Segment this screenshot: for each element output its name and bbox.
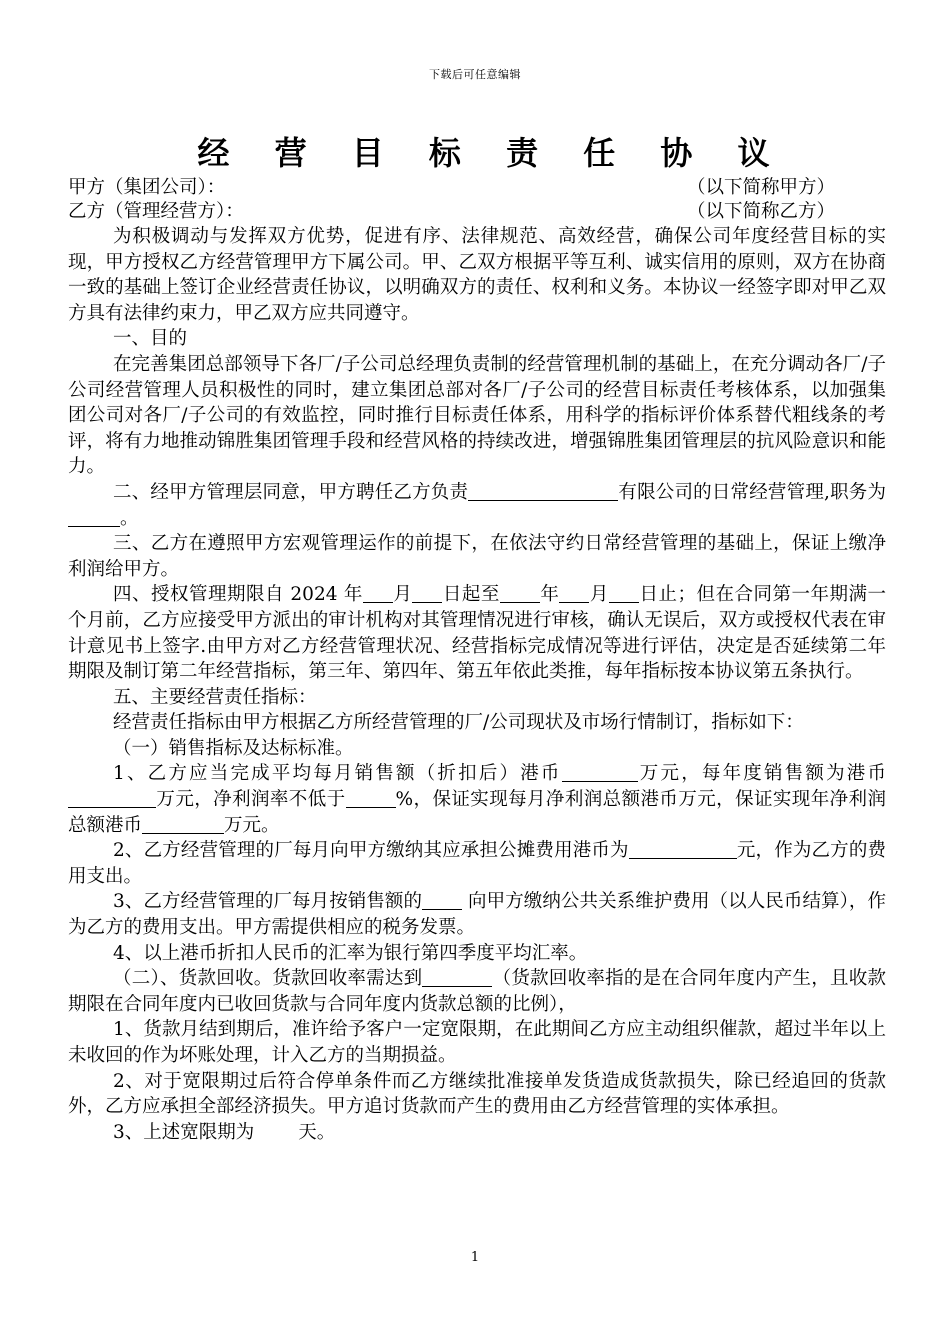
text: （二）、货款回收。货款回收率需达到: [113, 968, 423, 990]
text: 2、乙方经营管理的厂每月向甲方缴纳其应承担公摊费用港币为: [113, 840, 629, 862]
collection-item-3: [68, 1120, 886, 1146]
text: 日起至: [442, 584, 500, 606]
collection-item-1: 1、货款月结到期后，准许给予客户一定宽限期，在此期间乙方应主动组织催款，超过半年以上未收回的作为坏账处理，计入乙方的当期损益。: [68, 1019, 886, 1066]
section-heading-purpose: 一、目的: [113, 328, 188, 350]
party-b-line: [68, 200, 858, 224]
annual-profit-blank[interactable]: [142, 814, 224, 834]
text: %，保证实现每月净利润总额港币: [395, 789, 679, 811]
collection-heading: [68, 966, 886, 1017]
preamble-paragraph: 为积极调动与发挥双方优势，促进有序、法律规范、高效经营，确保公司年度经营目标的实现，甲方授权乙方经营管理甲方下属公司。甲、乙双方根据平等互利、诚实信用的原则，双方在协商一致的基础上签订企业经营责任协议，以明确双方的责任、权利和义务。本协议一经签字即对甲乙双方具有法律约束力，甲乙双方应共同遵守。: [68, 226, 886, 324]
term-paragraph: [68, 582, 886, 684]
text: 向甲方缴纳公共关系维护费用（以人民币结算），作为乙方的费用支出。甲方需提供相应的税务发票。: [68, 891, 886, 939]
shared-fee-blank[interactable]: [629, 840, 737, 860]
text: 3、乙方经营管理的厂每月按销售额的: [113, 891, 423, 913]
party-a-alias: （以下简称甲方）: [687, 177, 836, 198]
party-b-label: 乙方（管理经营方）：: [68, 201, 244, 222]
party-a-label: 甲方（集团公司）：: [68, 177, 226, 198]
text: 万元，保证实现年净利润总额港币: [68, 789, 886, 836]
party-b-alias: （以下简称乙方）: [687, 201, 836, 222]
pr-fee-rate-blank[interactable]: [422, 891, 462, 911]
text: 万元，净利润率不低于: [156, 789, 346, 811]
section-heading-indicators: 五、主要经营责任指标：: [113, 686, 317, 708]
indicators-intro: 经营责任指标由甲方根据乙方所经营管理的厂/公司现状及市场行情制订，指标如下：: [113, 712, 804, 734]
collection-item-2: 2、对于宽限期过后符合停单条件而乙方继续批准接单发货造成货款损失，除已经追回的货款外，乙方应承担全部经济损失。甲方追讨货款而产生的费用由乙方经营管理的实体承担。: [68, 1070, 886, 1118]
sales-item-3: [68, 889, 886, 940]
text: 元，作为乙方的费用支出。: [68, 840, 886, 887]
text: 有限公司的日常经营管理,职务为: [618, 481, 886, 503]
agreement-body: [68, 224, 886, 1145]
sales-item-4: 4、以上港币折扣人民币的汇率为银行第四季度平均汇率。: [113, 942, 588, 964]
party-a-line: [68, 176, 858, 200]
text: 二、经甲方管理层同意，甲方聘任乙方负责: [113, 481, 469, 503]
company-name-blank[interactable]: [468, 481, 618, 501]
text: 天。: [298, 1121, 336, 1143]
position-blank[interactable]: [68, 507, 120, 527]
end-year-blank[interactable]: [500, 584, 540, 604]
profit-rate-blank[interactable]: [346, 789, 396, 809]
text: 月: [392, 584, 413, 606]
text: 四、授权管理期限自 2024 年: [113, 584, 363, 606]
appointment-paragraph: [68, 480, 886, 531]
annual-sales-blank[interactable]: [68, 789, 156, 809]
page-number: 1: [470, 1250, 480, 1265]
start-month-blank[interactable]: [363, 584, 393, 604]
text: 1、乙方应当完成平均每月销售额（折扣后）港币: [113, 763, 562, 785]
monthly-sales-blank[interactable]: [562, 763, 638, 783]
sales-heading: （一）销售指标及达标标准。: [113, 737, 354, 759]
start-day-blank[interactable]: [412, 584, 442, 604]
document-title: 经 营 目 标 责 任 协 议: [197, 134, 787, 172]
header-note: 下载后可任意编辑: [429, 68, 521, 81]
text: 月: [589, 584, 609, 606]
collection-rate-blank[interactable]: [422, 968, 492, 988]
sales-item-2: [68, 838, 886, 889]
purpose-paragraph: 在完善集团总部领导下各厂/子公司总经理负责制的经营管理机制的基础上，在充分调动各厂/子公司经营管理人员积极性的同时，建立集团总部对各厂/子公司的经营目标责任考核体系，以加强集团公司对各厂/子公司的有效监控，同时推行目标责任体系，用科学的指标评价体系替代粗线条的考评，将有力地推动锦胜集团管理手段和经营风格的持续改进，增强锦胜集团管理层的抗风险意识和能力。: [68, 353, 886, 478]
text: 3、上述宽限期为: [113, 1121, 255, 1143]
text: 万元，每年度销售额为港币: [637, 763, 886, 785]
text: 。: [120, 507, 139, 529]
text: 年: [539, 584, 560, 606]
profit-paragraph: 三、乙方在遵照甲方宏观管理运作的前提下，在依法守约日常经营管理的基础上，保证上缴净利润给甲方。: [68, 533, 886, 580]
text: 万元。: [224, 814, 280, 836]
text: （货款回收率指的是在合同年度内产生，且收款期限在合同年度内已收回货款与合同年度内货款总额的比例），: [68, 968, 886, 1015]
end-day-blank[interactable]: [609, 584, 639, 604]
text: 日止；但在合同第一年期满一个月前，乙方应接受甲方派出的审计机构对其管理情况进行审核，确认无误后，双方或授权代表在审计意见书上签字.由甲方对乙方经营管理状况、经营指标完成情况等进行评估，决定是否延续第二年期限及制订第二年经营指标，第三年、第四年、第五年依此类推，每年指标按本协议第五条执行。: [68, 584, 886, 683]
end-month-blank[interactable]: [559, 584, 589, 604]
sales-item-1: [68, 761, 886, 838]
